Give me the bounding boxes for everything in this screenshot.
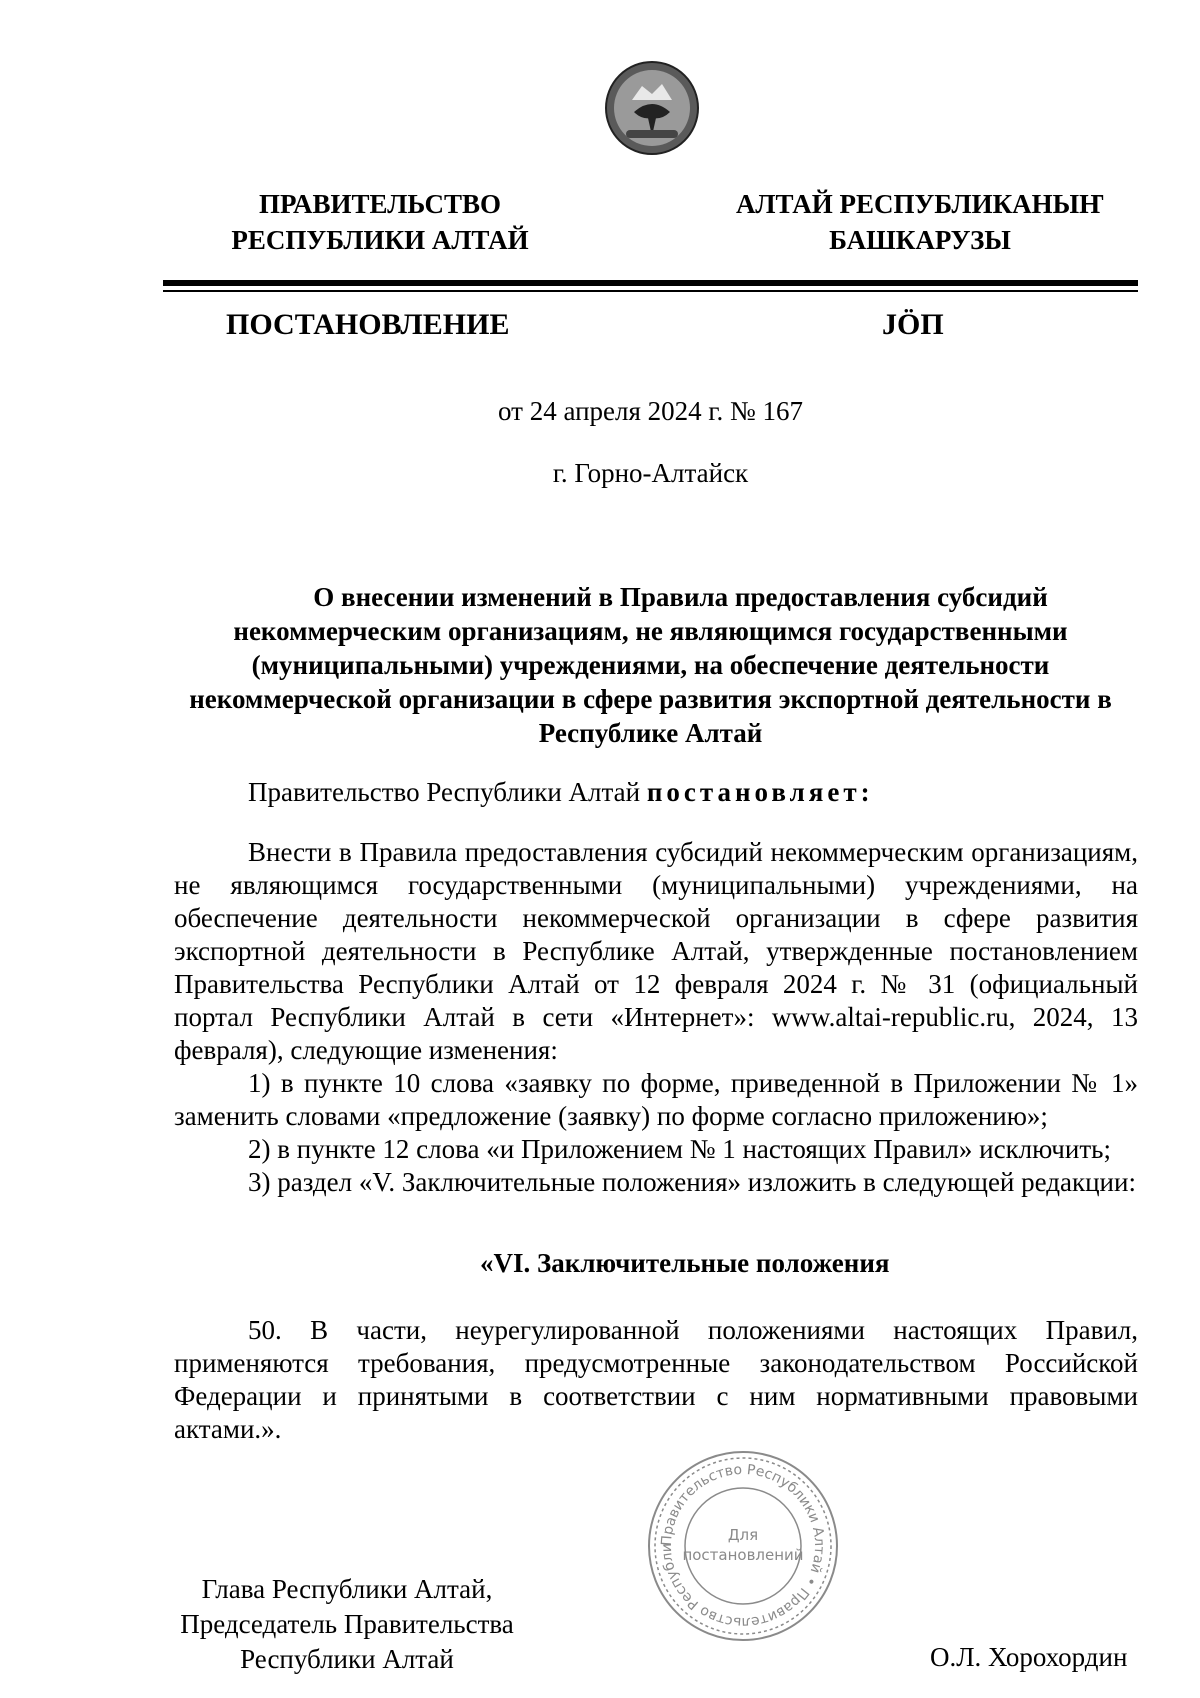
header-right-line-1: АЛТАЙ РЕСПУБЛИКАНЫҤ: [735, 189, 1105, 219]
signatory-line-2: Председатель Правительства: [180, 1609, 514, 1639]
section-heading: «VI. Заключительные положения: [480, 1248, 890, 1278]
title-line-2: некоммерческим организациям, не являющимся государственными: [233, 616, 1068, 646]
svg-text:Правительство Республики Алтай: Правительство Республики Алтай • Правительство Республи: [658, 1461, 828, 1631]
decree-line: [174, 776, 1138, 809]
title-line-5: Республике Алтай: [538, 718, 763, 748]
decree-verb: постановляет:: [646, 777, 874, 807]
decree-prefix: Правительство Республики Алтай: [248, 777, 641, 807]
doc-type-left: ПОСТАНОВЛЕНИЕ: [226, 308, 510, 341]
date-number: от 24 апреля 2024 г. № 167: [498, 396, 803, 426]
title-line-4: некоммерческой организации в сфере развития экспортной деятельности в: [189, 684, 1112, 714]
doc-type-right: JÖП: [882, 308, 944, 341]
header-left-line-2: РЕСПУБЛИКИ АЛТАЙ: [231, 225, 529, 255]
svg-text:Для: Для: [727, 1526, 759, 1544]
paragraph-50: 50. В части, неурегулированной положениями настоящих Правил, применяются требования, предусмотренные законодательством Российской Федерации и принятыми в соответствии с ним нормативными правовыми актами.».: [174, 1315, 1138, 1444]
paragraph-item-3: 3) раздел «V. Заключительные положения» изложить в следующей редакции:: [248, 1167, 1136, 1197]
signatory-line-3: Республики Алтай: [240, 1644, 454, 1674]
paragraph-intro: Внести в Правила предоставления субсидий некоммерческим организациям, не являющимся государственными (муниципальными) учреждениями, на обеспечение деятельности некоммерческой организации в сфере развития экспортной деятельности в Республике Алтай, утвержденные постановлением Правительства Республики Алтай от 12 февраля 2024 г. № 31 (официальный портал Республики Алтай в сети «Интернет»: www.altai-republic.ru, 2024, 13 февраля), следующие изменения:: [174, 837, 1138, 1065]
header-right-line-2: БАШКАРУЗЫ: [829, 225, 1011, 255]
header-right: [720, 186, 1120, 258]
paragraph-item-2: 2) в пункте 12 слова «и Приложением № 1 настоящих Правил» исключить;: [248, 1134, 1111, 1164]
city: г. Горно-Алтайск: [552, 458, 749, 488]
title-line-3: (муниципальными) учреждениями, на обеспечение деятельности: [251, 650, 1050, 680]
coat-of-arms-icon: [604, 60, 700, 156]
signatory-line-1: Глава Республики Алтай,: [201, 1574, 493, 1604]
header-divider-thin: [163, 290, 1138, 292]
title-line-1: О внесении изменений в Правила предоставления субсидий: [313, 582, 1048, 612]
document-title: [163, 580, 1138, 750]
svg-text:постановлений: постановлений: [682, 1546, 804, 1564]
main-text: [174, 836, 1138, 1199]
header-left: [210, 186, 550, 258]
paragraph-50-block: [174, 1314, 1138, 1446]
official-stamp: [645, 1448, 841, 1644]
signatory-name: О.Л. Хорохордин: [930, 1642, 1128, 1672]
paragraph-item-1: 1) в пункте 10 слова «заявку по форме, приведенной в Приложении № 1» заменить словами «предложение (заявку) по форме согласно приложению»;: [174, 1068, 1138, 1131]
signatory-title: [163, 1572, 531, 1677]
header-divider-thick: [163, 280, 1138, 286]
header-left-line-1: ПРАВИТЕЛЬСТВО: [258, 189, 502, 219]
